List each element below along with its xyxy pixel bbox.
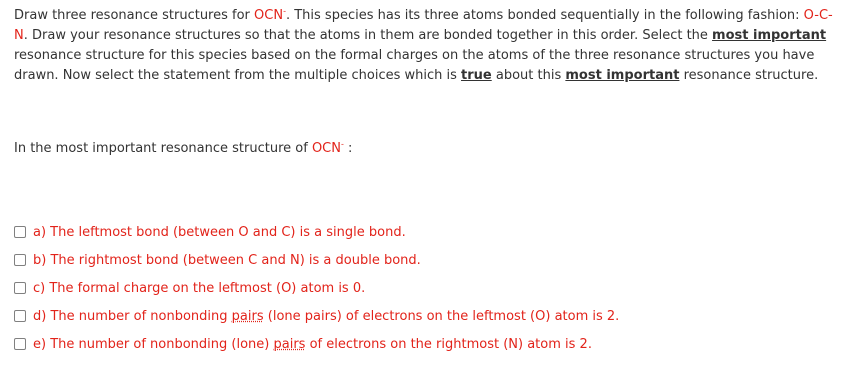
choice-d[interactable] [14, 302, 619, 330]
choice-e[interactable] [14, 330, 619, 358]
checkbox-d[interactable] [14, 310, 26, 322]
choice-b-text: b) The rightmost bond (between C and N) is a double bond. [33, 252, 421, 268]
question-part-2: . This species has its three atoms bonded sequentially in the following fashion: [285, 8, 804, 23]
choice-d-text-post: (lone pairs) of electrons on the leftmost (O) atom is 2. [263, 308, 620, 324]
choice-d-label [33, 309, 619, 324]
choice-a[interactable] [14, 218, 619, 246]
choice-c-label [33, 281, 365, 296]
checkbox-e[interactable] [14, 338, 26, 350]
stem-part-1: In the most important resonance structure of [14, 141, 312, 156]
choice-e-text-pre: e) The number of nonbonding (lone) [33, 336, 274, 352]
emphasis-most-important-1: most important [712, 28, 827, 43]
question-part-6: resonance structure. [679, 68, 819, 83]
question-part-1: Draw three resonance structures for [14, 8, 255, 23]
formula-ocn [254, 8, 286, 23]
formula-text: OCN [254, 8, 284, 23]
choice-b[interactable] [14, 246, 619, 274]
choice-e-label [33, 337, 592, 352]
charge-superscript: - [283, 6, 286, 16]
stem-formula-ocn [312, 141, 344, 156]
choice-e-text-post: of electrons on the rightmost (N) atom is 2. [305, 336, 592, 352]
choice-c[interactable] [14, 274, 619, 302]
choice-c-text: c) The formal charge on the leftmost (O) atom is 0. [33, 280, 366, 296]
choice-b-label [33, 253, 421, 268]
stem-formula-text: OCN [311, 141, 341, 156]
question-part-5: about this [491, 68, 566, 83]
choice-a-label [33, 225, 406, 240]
checkbox-a[interactable] [14, 226, 26, 238]
question-text [14, 6, 836, 86]
choices-list [14, 218, 619, 358]
stem-charge-superscript: - [341, 139, 344, 149]
emphasis-true: true [461, 68, 492, 83]
choice-d-text-pre: d) The number of nonbonding [33, 308, 232, 324]
choice-a-text: a) The leftmost bond (between O and C) is a single bond. [33, 224, 406, 240]
question-part-3: . Draw your resonance structures so that the atoms in them are bonded together in this order. Select the [23, 28, 713, 43]
glossary-link-pairs-e[interactable]: pairs [273, 336, 306, 352]
stem-part-2: : [343, 141, 353, 156]
question-stem [14, 139, 352, 159]
checkbox-c[interactable] [14, 282, 26, 294]
emphasis-most-important-2: most important [565, 68, 680, 83]
bond-order: O-C-N [14, 8, 833, 43]
question-part-4: resonance structure for this species based on the formal charges on the atoms of the three resonance structures you have drawn. Now select the statement from the multiple choices which is [14, 48, 815, 83]
glossary-link-pairs-d[interactable]: pairs [231, 308, 264, 324]
checkbox-b[interactable] [14, 254, 26, 266]
